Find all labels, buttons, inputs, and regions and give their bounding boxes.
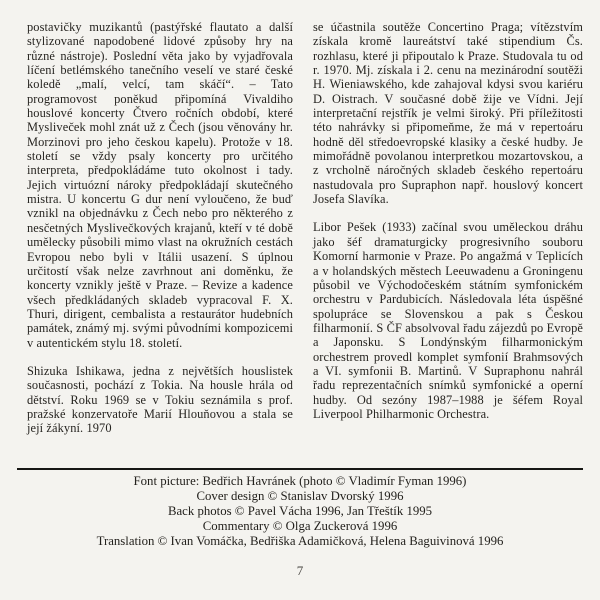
- paragraph-ishikawa-continued: se účastnila soutěže Concertino Praga; vítězstvím získala kromě laureátství také stipendium Čs. rozhlasu, které ji připoutalo k Praze. Studovala tu od r. 1970. Mj. získala i 2. cenu na mezinárodní soutěži H. Wieniawského, kde zahajoval kdysi svou kariéru D. Oistrach. V současné době žije ve Vídni. Její interpretační rejstřík je velmi široký. Při příležitosti této nahrávky si připomeňme, že má v repertoáru hodně děl středoevropské klasiky a české hudby. Je mimořádně povolanou interpretkou mozartovskou, a z vrcholně náročných skladeb českého repertoáru nastudovala pro Supraphon např. houslový koncert Josefa Slavíka.: [313, 20, 583, 207]
- paragraph-libor-pesek: Libor Pešek (1933) začínal svou uměleckou dráhu jako šéf dramaturgicky progresivního souboru Komorní harmonie v Praze. Po angažmá v Teplicích a v holandských městech Leeuwadenu a Groningenu působil ve Východočeském státním symfonickém orchestru v Pardubicích. Následovala léta úspěšné spolupráce se Slovenskou a pak s Českou filharmonií. S ČF absolvoval řadu zájezdů po Evropě a Japonsku. S Londýnským filharmonickým orchestrem provedl komplet symfonií Brahmsových a VI. symfonii B. Martinů. V Supraphonu nahrál řadu reprezentačních snímků symfonické a operní hudby. Od sezóny 1987–1988 je šéfem Royal Liverpool Philharmonic Orchestra.: [313, 220, 583, 421]
- page-number: 7: [296, 563, 304, 578]
- horizontal-rule: [17, 468, 583, 470]
- text-columns: [27, 20, 583, 450]
- left-column: [27, 20, 293, 450]
- credit-line-font-picture: Font picture: Bedřich Havránek (photo © Vladimír Fyman 1996): [133, 474, 467, 488]
- credit-line-commentary: Commentary © Olga Zuckerová 1996: [202, 519, 398, 533]
- credits-block: [0, 474, 600, 549]
- paragraph-myslivecek-concertos: postavičky muzikantů (pastýřské flautato a další stylizované napodobené lidové způsoby hry na různé nástroje). Poslední věta jako by vyjadřovala líčení betlémského tanečního veselí ve staré české koledě „malí, velcí, tam skáčí“. – Tato programovost poněkud připomíná Vivaldiho houslové koncerty Čtvero ročních období, které Mysliveček mohl znát už z Čech (jsou věnovány hr. Morzinovi pro jeho českou kapelu). Protože v 18. století se vždy psaly koncerty pro určitého interpreta, předpokládáme tuto okolnost i tady. Jejich virtuózní nároky předpokládají skutečného mistra. U koncertu G dur není vyloučeno, že buď vznikl na objednávku z Čech nebo pro některého z nesčetných Myslivečkových krajanů, kteří v té době umělecky působili mimo vlast na okružních cestách Evropou nebo byli v Itálii usazení. S úplnou určitostí však nelze zavrhnout ani doměnku, že koncerty vznikly ještě v Praze. – Revize a kadence všech předkládaných skladeb vypracoval F. X. Thuri, dirigent, cembalista a restaurátor hudebních památek, známý mj. svými původními kompozicemi v autentickém stylu 18. století.: [27, 20, 293, 350]
- right-column: [313, 20, 583, 450]
- credit-line-back-photos: Back photos © Pavel Vácha 1996, Jan Třeštík 1995: [167, 504, 433, 518]
- paragraph-shizuka-ishikawa: Shizuka Ishikawa, jedna z největších houslistek současnosti, pochází z Tokia. Na housle hrála od dětství. Roku 1969 se v Tokiu seznámila s prof. pražské konzervatoře Marií Hlouňovou a stala se její žákyní. 1970: [27, 363, 293, 436]
- credit-line-cover-design: Cover design © Stanislav Dvorský 1996: [196, 489, 404, 503]
- credit-line-translation: Translation © Ivan Vomáčka, Bedřiška Adamičková, Helena Baguivinová 1996: [96, 534, 504, 548]
